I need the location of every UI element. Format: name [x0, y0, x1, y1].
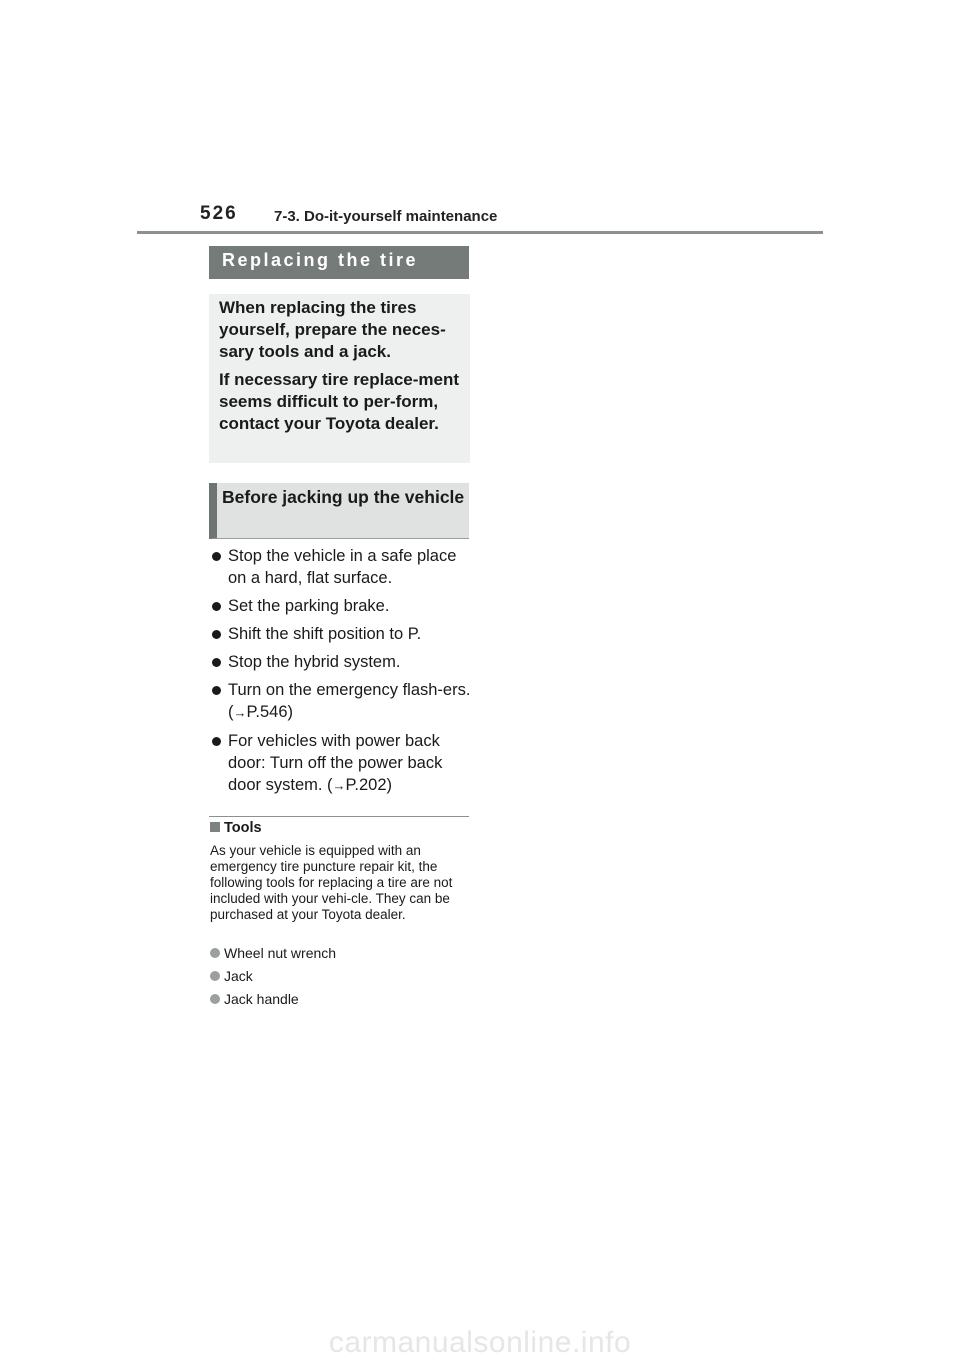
- tool-list: [210, 945, 472, 1014]
- bullet-icon: [212, 686, 221, 695]
- arrow-right-icon: →: [233, 705, 247, 720]
- square-bullet-icon: [210, 822, 220, 832]
- list-item: [211, 623, 473, 645]
- step-list: [211, 545, 473, 803]
- intro-box: [209, 294, 470, 463]
- bullet-icon: [212, 602, 221, 611]
- circle-bullet-icon: [210, 971, 220, 981]
- step-text: Shift the shift position to P.: [228, 625, 422, 643]
- step-text: For vehicles with power back door: Turn off the power back door system. (: [228, 732, 443, 794]
- bullet-icon: [212, 630, 221, 639]
- list-item: [211, 730, 473, 797]
- circle-bullet-icon: [210, 994, 220, 1004]
- bullet-icon: [212, 658, 221, 667]
- step-text: Set the parking brake.: [228, 597, 390, 615]
- list-item: [211, 545, 473, 589]
- intro-paragraph: If necessary tire replace-ment seems difficult to per-form, contact your Toyota dealer.: [219, 370, 460, 433]
- tool-label: Jack handle: [224, 991, 299, 1007]
- subsection-heading: Before jacking up the vehicle: [209, 483, 469, 539]
- intro-paragraph: When replacing the tires yourself, prepare the neces-sary tools and a jack.: [219, 298, 446, 361]
- circle-bullet-icon: [210, 948, 220, 958]
- bullet-icon: [212, 737, 221, 746]
- list-item: [210, 945, 472, 962]
- arrow-right-icon: →: [332, 778, 346, 793]
- page-number: 526: [200, 203, 238, 224]
- step-text: Stop the hybrid system.: [228, 653, 401, 671]
- list-item: [211, 679, 473, 724]
- page-reference-link[interactable]: P.546): [246, 703, 293, 721]
- info-heading: [210, 820, 262, 836]
- page-reference-link[interactable]: P.202): [345, 776, 393, 794]
- info-heading-label: Tools: [224, 820, 262, 836]
- list-item: [211, 651, 473, 673]
- list-item: [210, 968, 472, 985]
- header-divider: [137, 231, 823, 234]
- step-text: Stop the vehicle in a safe place on a hard, flat surface.: [228, 547, 457, 587]
- watermark: carmanualsonline.info: [328, 1326, 632, 1359]
- section-title: 7-3. Do-it-yourself maintenance: [274, 208, 498, 225]
- info-body: As your vehicle is equipped with an emergency tire puncture repair kit, the following tools for replacing a tire are not included with your vehi-cle. They can be purchased at your Toyota dealer.: [210, 843, 453, 922]
- tool-label: Jack: [224, 968, 253, 984]
- step-text: Turn on the emergency flash-ers. (: [228, 681, 471, 721]
- bullet-icon: [212, 552, 221, 561]
- list-item: [211, 595, 473, 617]
- list-item: [210, 991, 472, 1008]
- tool-label: Wheel nut wrench: [224, 945, 337, 961]
- page-title: Replacing the tire: [209, 246, 469, 279]
- info-divider: [209, 816, 469, 817]
